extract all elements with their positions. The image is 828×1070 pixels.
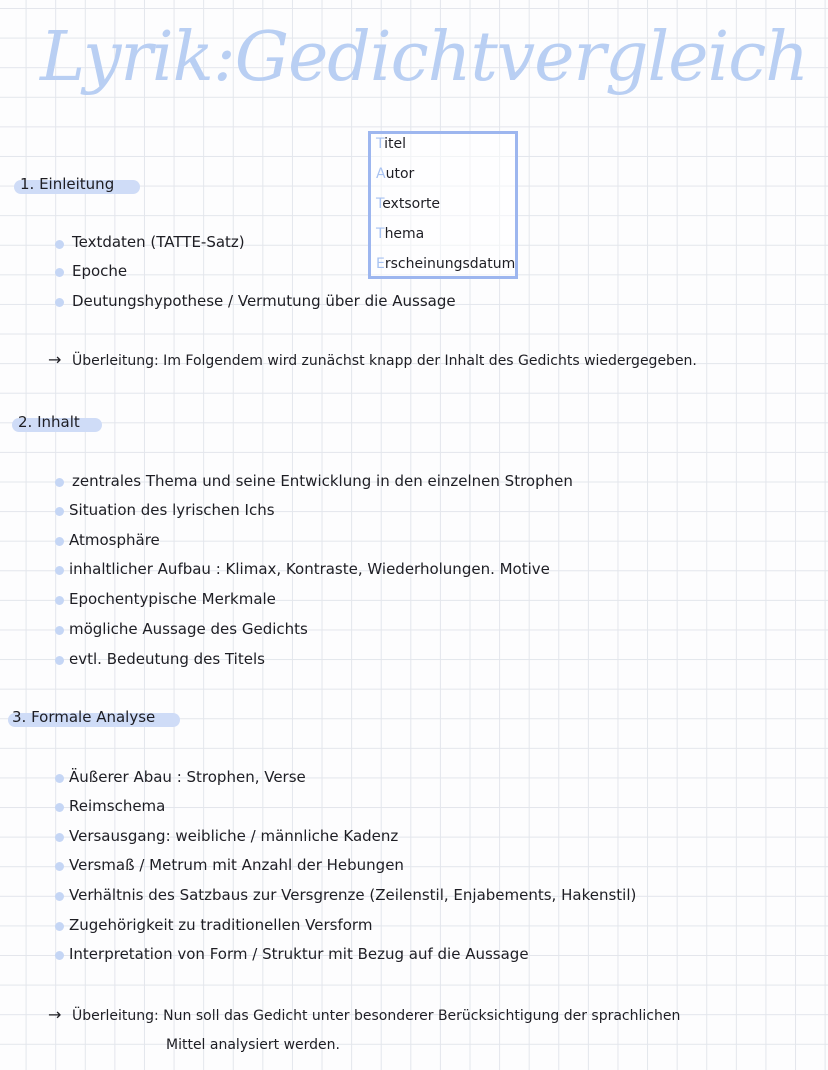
bullet-dot — [55, 833, 64, 842]
transition-text-line1: Überleitung: Nun soll das Gedicht unter besonderer Berücksichtigung der sprachlichen — [72, 1008, 681, 1024]
bullet-dot — [55, 596, 64, 605]
bullet-dot — [55, 268, 64, 277]
page-title: Lyrik:Gedichtvergleich — [40, 18, 809, 97]
list-item: Textdaten (TATTE-Satz) — [72, 233, 245, 251]
list-item: Verhältnis des Satzbaus zur Versgrenze (Zeilenstil, Enjabements, Hakenstil) — [69, 886, 637, 904]
section-heading-einleitung: 1. Einleitung — [20, 175, 115, 193]
bullet-dot — [55, 656, 64, 665]
bullet-dot — [55, 478, 64, 487]
infobox-item-titel: Titel — [376, 136, 407, 152]
bullet-dot — [55, 240, 64, 249]
list-item: Deutungshypothese / Vermutung über die Aussage — [72, 292, 456, 310]
list-item: Versmaß / Metrum mit Anzahl der Hebungen — [69, 856, 404, 874]
arrow-right-icon: → — [48, 1005, 62, 1024]
bullet-dot — [55, 537, 64, 546]
list-item: Interpretation von Form / Struktur mit Bezug auf die Aussage — [69, 945, 529, 963]
list-item: zentrales Thema und seine Entwicklung in den einzelnen Strophen — [72, 472, 573, 490]
list-item: Situation des lyrischen Ichs — [69, 501, 275, 519]
section-heading-inhalt: 2. Inhalt — [18, 413, 80, 431]
infobox-item-textsorte: Textsorte — [376, 196, 441, 212]
infobox-item-erscheinungsdatum: Erscheinungsdatum — [376, 256, 516, 272]
list-item: inhaltlicher Aufbau : Klimax, Kontraste, Wiederholungen. Motive — [69, 560, 550, 578]
list-item: evtl. Bedeutung des Titels — [69, 650, 265, 668]
list-item: Atmosphäre — [69, 531, 160, 549]
transition-text: Überleitung: Im Folgendem wird zunächst knapp der Inhalt des Gedichts wiedergegeben. — [72, 353, 697, 369]
bullet-dot — [55, 298, 64, 307]
bullet-dot — [55, 507, 64, 516]
list-item: Epochentypische Merkmale — [69, 590, 276, 608]
bullet-dot — [55, 951, 64, 960]
list-item: Epoche — [72, 262, 128, 280]
list-item: Versausgang: weibliche / männliche Kadenz — [69, 827, 399, 845]
bullet-dot — [55, 803, 64, 812]
arrow-right-icon: → — [48, 350, 62, 369]
infobox-item-thema: Thema — [376, 226, 425, 242]
bullet-dot — [55, 774, 64, 783]
list-item: Reimschema — [69, 797, 166, 815]
bullet-dot — [55, 922, 64, 931]
bullet-dot — [55, 626, 64, 635]
section-heading-formale-analyse: 3. Formale Analyse — [12, 708, 156, 726]
list-item: Zugehörigkeit zu traditionellen Versform — [69, 916, 373, 934]
transition-text-line2: Mittel analysiert werden. — [166, 1037, 340, 1053]
bullet-dot — [55, 566, 64, 575]
list-item: Äußerer Abau : Strophen, Verse — [69, 768, 306, 786]
infobox-item-autor: Autor — [376, 166, 415, 182]
list-item: mögliche Aussage des Gedichts — [69, 620, 308, 638]
bullet-dot — [55, 892, 64, 901]
bullet-dot — [55, 862, 64, 871]
